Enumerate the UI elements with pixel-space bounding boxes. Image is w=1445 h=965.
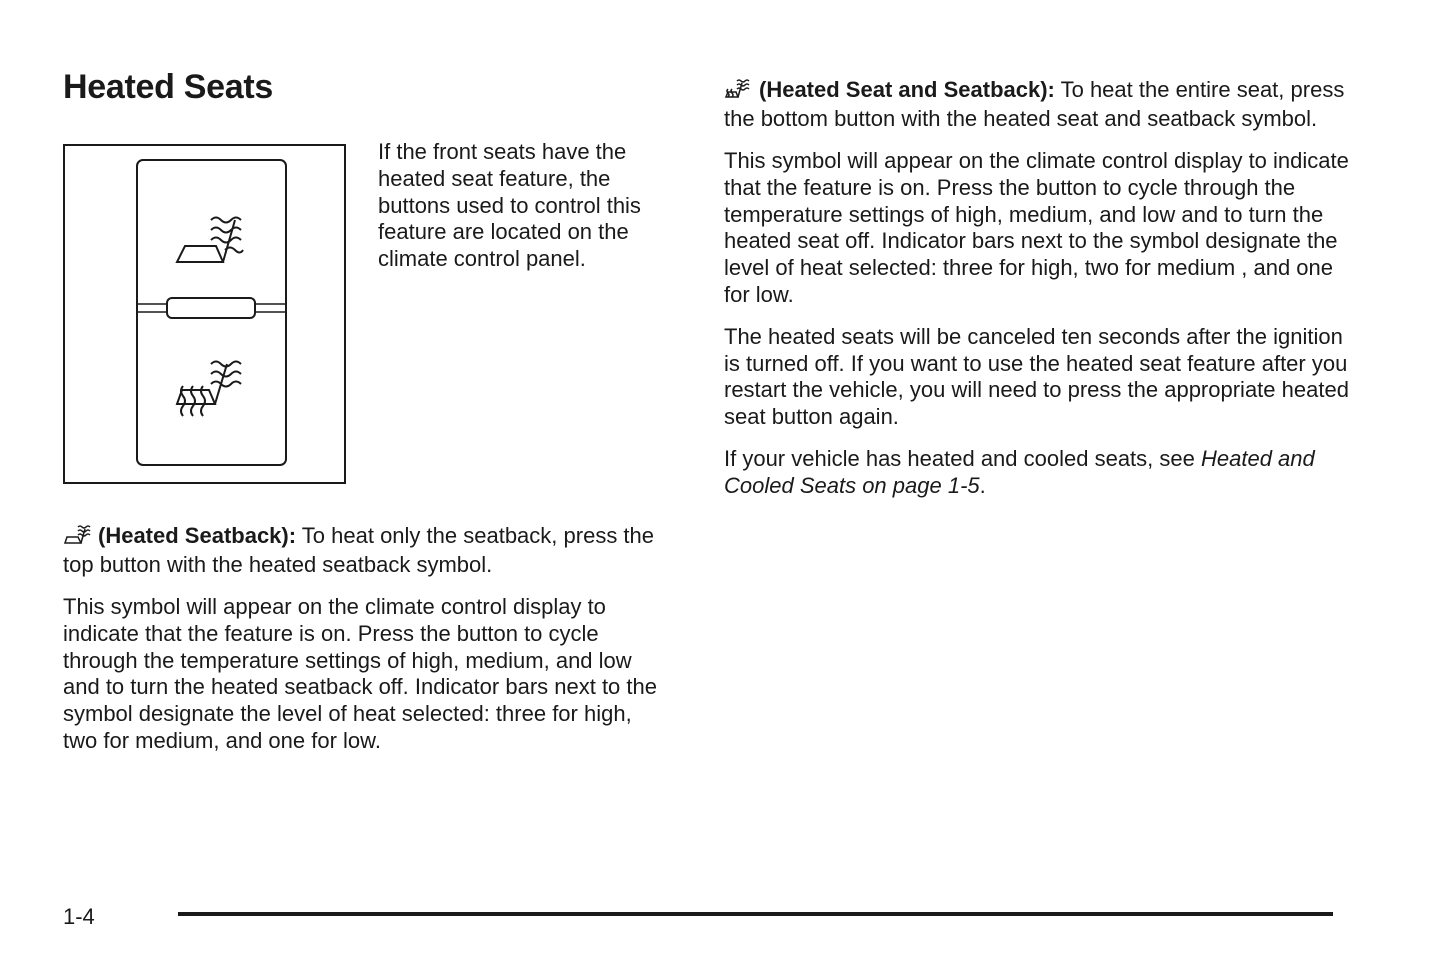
cooled-seats-reference-tail: . xyxy=(979,472,986,498)
heated-seat-and-seatback-icon xyxy=(724,77,754,99)
cooled-seats-reference-link[interactable]: Heated and Cooled Seats on page 1-5 xyxy=(724,445,1315,498)
heated-seat-and-seatback-lead-text: To heat the entire seat, press the bottom button with the heated seat and seatback symbol. xyxy=(724,77,1345,131)
right-column xyxy=(724,75,1364,500)
heated-seat-and-seatback-term: (Heated Seat and Seatback): xyxy=(759,77,1055,102)
cooled-seats-reference-text: If your vehicle has heated and cooled seats, see xyxy=(724,445,1201,471)
heated-seatback-term: (Heated Seatback): xyxy=(98,523,297,548)
heated-seatback-lead-text: To heat only the seatback, press the top button with the heated seatback symbol. xyxy=(63,523,655,577)
intro-paragraph: If the front seats have the heated seat feature, the buttons used to control this feature are located on the climate control panel. xyxy=(378,139,641,272)
left-column xyxy=(63,521,663,755)
heated-seatback-lead xyxy=(63,521,663,579)
heated-seatback-body: This symbol will appear on the climate control display to indicate that the feature is on. Press the button to cycle through the temperature settings of high, medium, and low and to turn the heated seatback off. Indicator bars next to the symbol designate the level of heat selected: three for high, two for medium, and one for low. xyxy=(63,594,657,753)
page-number: 1-4 xyxy=(63,904,95,929)
heated-seat-and-seatback-icon[interactable] xyxy=(177,362,241,417)
heated-seatback-icon xyxy=(63,523,93,545)
cancel-note: The heated seats will be canceled ten seconds after the ignition is turned off. If you want to use the heated seat feature after you restart the vehicle, you will need to press the appropriate heated seat button again. xyxy=(724,323,1349,430)
cooled-seats-reference xyxy=(724,446,1364,500)
heated-seatback-icon[interactable] xyxy=(177,218,243,263)
heated-seat-and-seatback-lead xyxy=(724,75,1364,133)
footer-rule xyxy=(178,912,1333,916)
page-title: Heated Seats xyxy=(63,68,273,106)
heated-seat-and-seatback-body: This symbol will appear on the climate control display to indicate that the feature is on. Press the button to cycle through the temperature settings of high, medium, and low and to turn the heated seat off. Indicator bars next to the symbol designate the level of heat selected: three for high, two for medium , and one for low. xyxy=(724,148,1349,307)
heated-seat-control-panel-figure xyxy=(63,144,346,484)
